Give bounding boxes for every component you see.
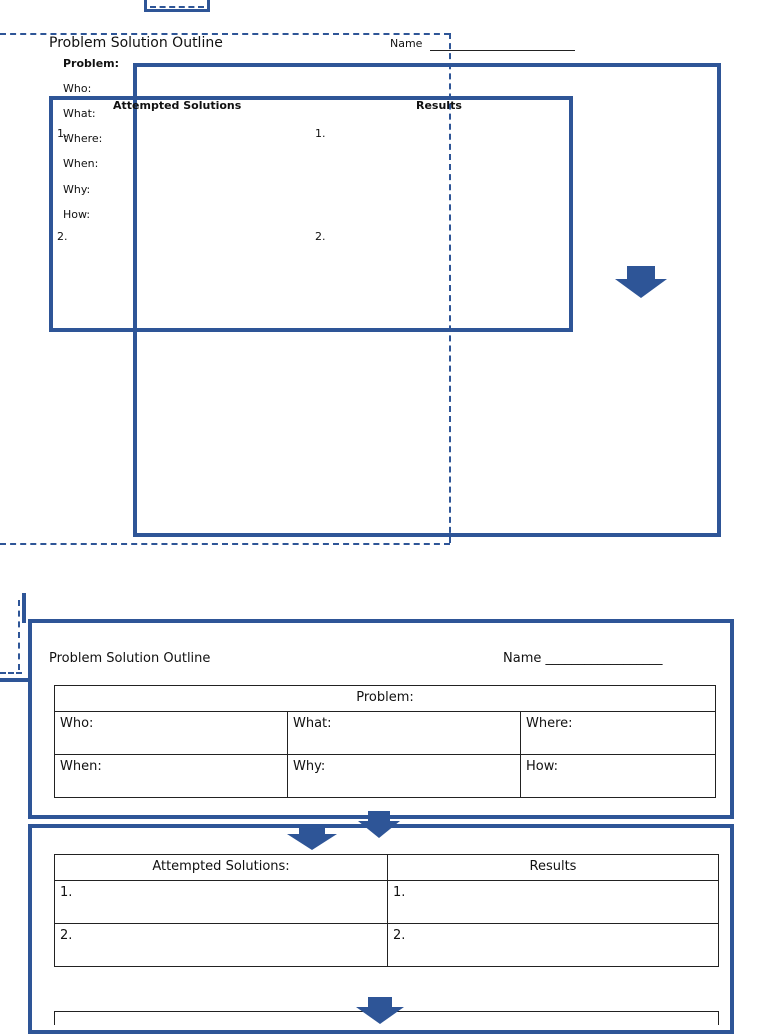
preview-attempted-label: Attempted Solutions — [113, 99, 242, 112]
attempted-cell[interactable]: 1. — [55, 881, 388, 924]
who-cell[interactable]: Who: — [55, 712, 288, 755]
selection-bottom-edge — [0, 543, 450, 545]
outline-title: Problem Solution Outline — [49, 651, 211, 666]
preview-where: Where: — [63, 132, 103, 145]
left-edge-connector — [0, 678, 30, 682]
preview-when: When: — [63, 157, 99, 170]
result-cell[interactable]: 1. — [388, 881, 719, 924]
preview-problem-label: Problem: — [63, 57, 120, 70]
preview-left-number: 2. — [57, 230, 68, 243]
solutions-frame[interactable] — [49, 96, 573, 332]
left-edge-dash-h — [0, 672, 22, 674]
result-cell[interactable]: 2. — [388, 924, 719, 967]
down-arrow-icon — [356, 997, 404, 1024]
down-arrow-icon — [615, 266, 667, 298]
what-cell[interactable]: What: — [288, 712, 521, 755]
preview-how: How: — [63, 208, 91, 221]
solutions-table — [54, 854, 719, 967]
when-cell[interactable]: When: — [55, 755, 288, 798]
preview-left-number: 1. — [57, 127, 68, 140]
attempted-cell[interactable]: 2. — [55, 924, 388, 967]
left-edge-bar — [22, 593, 26, 623]
results-header: Results — [388, 855, 719, 881]
how-cell[interactable]: How: — [521, 755, 716, 798]
preview-right-number: 1. — [315, 127, 326, 140]
outline-name-label: Name __________________ — [503, 651, 663, 666]
down-arrow-icon — [287, 824, 337, 850]
problem-header: Problem: — [55, 686, 716, 712]
problem-table — [54, 685, 716, 798]
preview-what: What: — [63, 107, 96, 120]
top-small-frame-dash — [150, 6, 204, 8]
preview-name-line — [430, 50, 575, 51]
preview-why: Why: — [63, 183, 91, 196]
preview-who: Who: — [63, 82, 92, 95]
why-cell[interactable]: Why: — [288, 755, 521, 798]
down-arrow-icon[interactable] — [358, 811, 400, 838]
left-edge-dash — [18, 600, 20, 670]
preview-results-label: Results — [416, 99, 462, 112]
preview-right-number: 2. — [315, 230, 326, 243]
attempted-header: Attempted Solutions: — [55, 855, 388, 881]
preview-title: Problem Solution Outline — [49, 35, 223, 51]
preview-name-label: Name — [390, 37, 423, 50]
where-cell[interactable]: Where: — [521, 712, 716, 755]
